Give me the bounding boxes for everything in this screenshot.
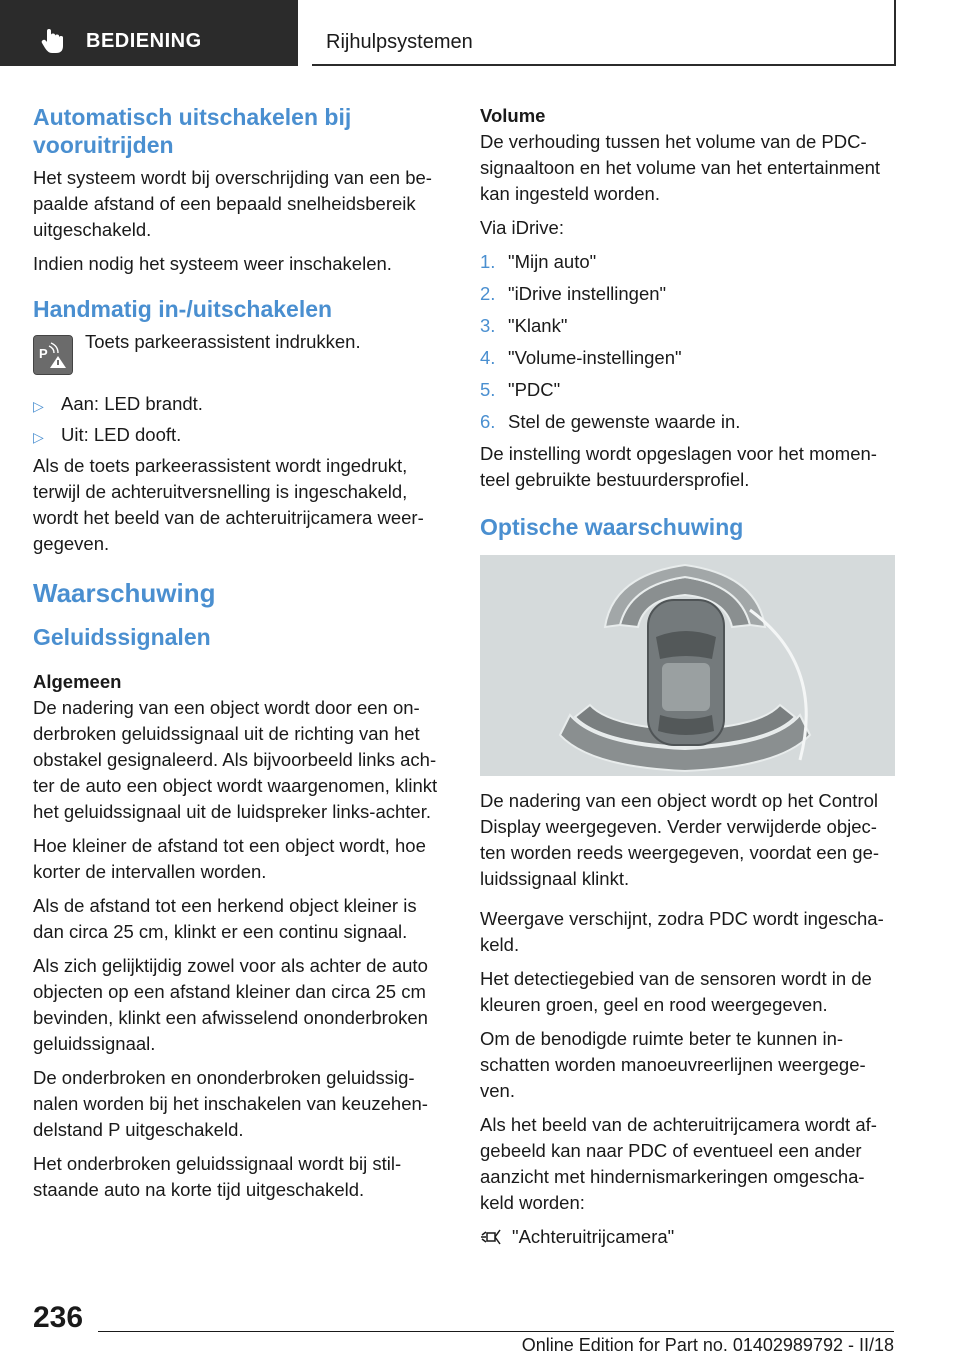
breadcrumb-box: [312, 0, 896, 66]
list-item: ▷ Aan: LED brandt.: [33, 391, 447, 417]
volume-text: De verhouding tussen het volume van de PDC-signaaltoon en het volume van het entertainment kan ingesteld worden.: [480, 131, 881, 204]
led-status-list: [33, 391, 447, 448]
hand-pointer-icon: [38, 26, 68, 56]
edition-info: Online Edition for Part no. 01402989792 - II/18: [521, 1335, 894, 1355]
paragraph: Het onderbroken geluidssignaal wordt bij stil-staande auto na korte tijd uitgeschakeld.: [33, 1153, 402, 1200]
paragraph: Hoe kleiner de afstand tot een object wordt, hoe korter de intervallen worden.: [33, 835, 426, 882]
svg-text:P: P: [39, 346, 48, 361]
idrive-steps: [480, 249, 896, 435]
manual-heading: Handmatig in-/uitschakelen: [33, 296, 333, 322]
saved-text: De instelling wordt opgeslagen voor het momen-teel gebruikte bestuurdersprofiel.: [480, 443, 877, 490]
page-number: 236: [33, 1301, 84, 1334]
pdc-illustration: [480, 555, 895, 776]
paragraph: De onderbroken en ononderbroken geluidssig-nalen worden bij het inschakelen van keuzehen-delstand P uitgeschakeld.: [33, 1067, 428, 1140]
step-item: 2. "iDrive instellingen": [480, 283, 667, 304]
pdc-car-top-view-illustration: [480, 555, 895, 776]
step-item: 4. "Volume-instellingen": [480, 347, 682, 368]
optical-text-3: Het detectiegebied van de sensoren wordt in de kleuren groen, geel en rood weergegeven.: [480, 968, 872, 1015]
auto-off-text: Het systeem wordt bij overschrijding van een be-paalde afstand of een bepaald snelheidsbereik uitgeschakeld.: [33, 167, 432, 240]
step-item: 6. Stel de gewenste waarde in.: [480, 411, 741, 432]
paragraph: De nadering van een object wordt door een on-derbroken geluidssignaal uit de richting van het obstakel gesignaleerd. Als bijvoorbeeld links ach-ter de auto een object wordt waargenomen, klinkt het geluidssignaal uit de luidspreker links-achter.: [33, 697, 438, 822]
parking-assistant-key-icon: [33, 335, 73, 375]
camera-label: "Achteruitrijcamera": [512, 1226, 675, 1247]
volume-heading: Volume: [480, 105, 546, 126]
triangle-bullet-icon: ▷: [33, 429, 44, 445]
step-item: 3. "Klank": [480, 315, 568, 336]
optical-text-4: Om de benodigde ruimte beter te kunnen in-schatten worden manoeuvreerlijnen weergege-ven.: [480, 1028, 866, 1101]
section-title: BEDIENING: [86, 30, 202, 52]
via-idrive: Via iDrive:: [480, 217, 564, 238]
optical-text-1: De nadering van een object wordt op het Control Display weergegeven. Verder verwijderde objec-ten worden reeds weergegeven, voordat een ge-luidssignaal klinkt.: [480, 790, 880, 889]
warning-heading: Waarschuwing: [33, 578, 216, 608]
sound-heading: Geluidssignalen: [33, 624, 211, 650]
footer-divider: [98, 1331, 894, 1332]
step-item: 1. "Mijn auto": [480, 251, 597, 272]
breadcrumb: Rijhulpsystemen: [326, 31, 473, 53]
right-column: [480, 103, 896, 1250]
optical-heading: Optische waarschuwing: [480, 514, 744, 540]
list-item: ▷ Uit: LED dooft.: [33, 422, 447, 448]
triangle-bullet-icon: ▷: [33, 398, 44, 414]
auto-off-text-2: Indien nodig het systeem weer inschakelen.: [33, 253, 392, 274]
optical-text-2: Weergave verschijnt, zodra PDC wordt ingescha-keld.: [480, 908, 884, 955]
key-instruction-text: Toets parkeerassistent indrukken.: [85, 331, 361, 352]
section-tab: [0, 0, 298, 66]
auto-off-heading: Automatisch uitschakelen bij vooruitrijden: [33, 104, 352, 158]
paragraph: Als zich gelijktijdig zowel voor als achter de auto objecten op een afstand kleiner dan circa 25 cm bevinden, klinkt een afwisselend ononderbroken geluidssignaal.: [33, 955, 428, 1054]
left-column: [33, 103, 447, 1211]
optical-text-5: Als het beeld van de achteruitrijcamera wordt af-gebeeld kan naar PDC of eventueel een ander aanzicht met hindernismarkeringen omgescha-keld worden:: [480, 1114, 877, 1213]
camera-option: [480, 1224, 896, 1250]
step-item: 5. "PDC": [480, 379, 561, 400]
rear-camera-icon: [480, 1227, 502, 1247]
key-instruction: [33, 329, 447, 379]
manual-text: Als de toets parkeerassistent wordt ingedrukt, terwijl de achteruitversnelling is ingeschakeld, wordt het beeld van de achteruitrijcamera weer-gegeven.: [33, 455, 424, 554]
paragraph: Als de afstand tot een herkend object kleiner is dan circa 25 cm, klinkt er een continu signaal.: [33, 895, 417, 942]
general-heading: Algemeen: [33, 671, 122, 692]
